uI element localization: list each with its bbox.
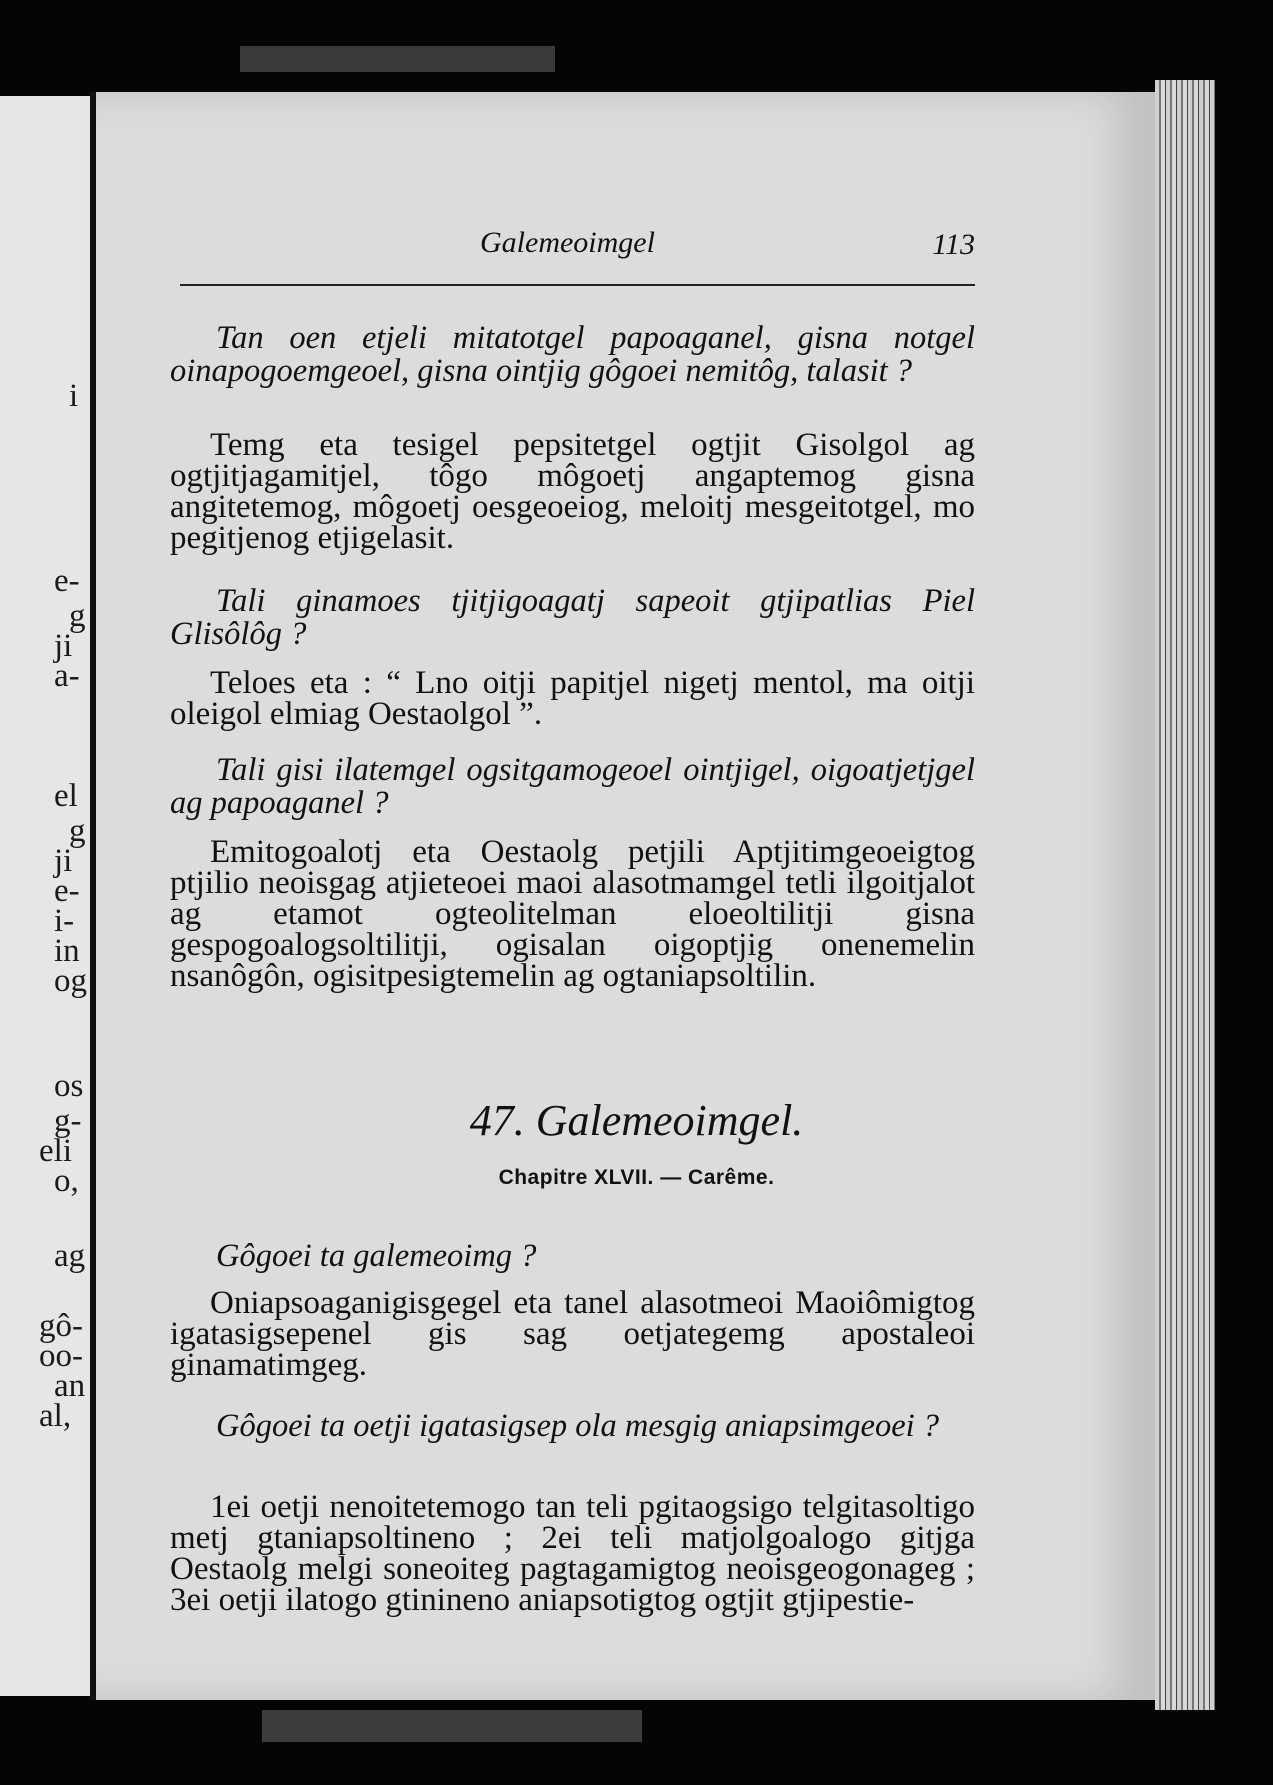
left-page-fragment: e- — [54, 873, 80, 909]
left-page-fragment: a- — [54, 658, 80, 694]
page-edge — [1155, 80, 1215, 1710]
left-page-fragment: og — [54, 963, 87, 999]
left-page-fragment: an — [54, 1368, 86, 1404]
left-page-fragment: gô- — [39, 1308, 83, 1344]
question-1: Tan oen etjeli mitatotgel papoaganel, gisna notgel oinapogoemgeoel, gisna ointjig gôgoei nemitôg, talasit ? — [170, 320, 975, 389]
left-page-margin — [0, 96, 92, 1696]
question-3: Tali gisi ilatemgel ogsitgamogeoel ointjigel, oigoatjetjgel ag papoaganel ? — [170, 752, 975, 821]
chapter-subtitle: Chapitre XLVII. — Carême. — [498, 1166, 775, 1189]
left-page-fragment: g — [69, 598, 86, 634]
header-rule — [180, 284, 975, 286]
left-page-fragment: o, — [54, 1163, 79, 1199]
left-page-fragment: in — [54, 933, 80, 969]
scan-bottom-artifact — [262, 1710, 642, 1742]
answer-2: Teloes eta : “ Lno oitji papitjel nigetj mentol, ma oitji oleigol elmiag Oestaolgol ”. — [170, 665, 975, 732]
answer-4: Oniapsoaganigisgegel eta tanel alasotmeoi Maoiômigtog igatasigsepenel gis sag oetjategemg apostaleoi ginamatimgeg. — [170, 1285, 975, 1383]
left-page-fragment: g- — [54, 1103, 82, 1139]
answer-5: 1ei oetji nenoitetemogo tan teli pgitaogsigo telgitasoltigo metj gtaniapsoltineno ; 2ei teli matjolgoalogo gitjga Oestaolg melgi soneoiteg pagtagamigtog neoisgeogonageg ; 3ei oetji ilatogo gtinineno aniapsotigtog ogtjit gtjipestie- — [170, 1489, 975, 1618]
left-page-fragment: oo- — [39, 1338, 83, 1374]
left-page-fragment: ji — [54, 843, 73, 879]
left-page-fragment: el — [54, 778, 78, 814]
left-page-fragment: os — [54, 1068, 84, 1104]
left-page-fragment: i — [69, 378, 79, 414]
left-page-fragment: ag — [54, 1238, 86, 1274]
running-head: Galemeoimgel — [480, 226, 655, 259]
question-2: Tali ginamoes tjitjigoagatj sapeoit gtjipatlias Piel Glisôlôg ? — [170, 583, 975, 652]
page-header — [180, 226, 975, 266]
question-4: Gôgoei ta galemeoimg ? — [216, 1238, 537, 1274]
left-page-fragment: eli — [39, 1133, 72, 1169]
left-page-fragment: g — [69, 813, 86, 849]
page-number: 113 — [932, 228, 975, 261]
left-page-fragment: e- — [54, 563, 80, 599]
scan-top-artifact — [240, 46, 555, 72]
chapter-title: 47. Galemeoimgel. — [469, 1096, 804, 1145]
answer-3: Emitogoalotj eta Oestaolg petjili Aptjitimgeoeigtog ptjilio neoisgag atjieteoei maoi alasotmamgel tetli ilgoitjalot ag etamot ogteolitelman eloeoltilitji gisna gespogoalogsoltilitji, ogisalan oigoptjig onenemelin nsanôgôn, ogisitpesigtemelin ag ogtaniapsoltilin. — [170, 834, 975, 994]
left-page-fragment: ji — [54, 628, 73, 664]
question-5: Gôgoei ta oetji igatasigsep ola mesgig aniapsimgeoei ? — [216, 1408, 940, 1444]
answer-1: Temg eta tesigel pepsitetgel ogtjit Gisolgol ag ogtjitjagamitjel, tôgo môgoetj angaptemog gisna angitetemog, môgoetj oesgeoeiog, meloitj mesgeitotgel, mo pegitjenog etjigelasit. — [170, 427, 975, 556]
left-page-fragment: al, — [39, 1398, 72, 1434]
left-page-fragment: i- — [54, 903, 75, 939]
